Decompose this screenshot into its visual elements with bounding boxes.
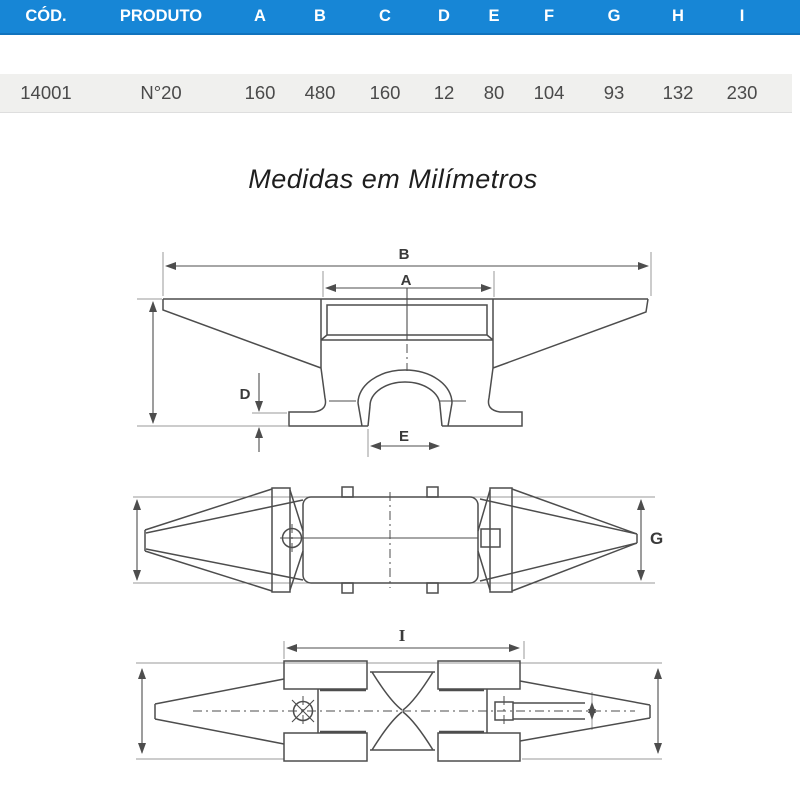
dim-label-b: B [398, 246, 410, 263]
bottom-view-drawing [136, 626, 662, 761]
dim-label-e: E [398, 428, 410, 445]
col-header-cod: CÓD. [25, 7, 67, 25]
side-view-drawing [137, 246, 651, 457]
value-d: 12 [433, 82, 455, 103]
value-g: 93 [603, 82, 625, 103]
col-header-c: C [379, 7, 391, 25]
col-header-a: A [254, 7, 266, 25]
units-subtitle: Medidas em Milímetros [248, 164, 538, 194]
dim-label-d: D [239, 386, 251, 403]
value-f: 104 [533, 82, 565, 103]
col-header-g: G [607, 7, 621, 25]
col-header-h: H [672, 7, 684, 25]
col-header-b: B [314, 7, 326, 25]
dim-label-i: I [398, 626, 406, 645]
col-header-e: E [488, 7, 500, 25]
value-a: 160 [244, 82, 276, 103]
value-c: 160 [369, 82, 401, 103]
col-header-i: I [739, 7, 745, 25]
spec-table [0, 0, 800, 113]
value-cod: 14001 [20, 82, 72, 103]
col-header-f: F [543, 7, 555, 25]
top-view-drawing [133, 487, 663, 593]
anvil-drawing-svg [0, 230, 800, 800]
value-h: 132 [662, 82, 694, 103]
value-e: 80 [483, 82, 505, 103]
value-produto: N°20 [140, 82, 182, 103]
spec-table-header-row [0, 0, 800, 35]
dim-label-g: G [650, 529, 664, 548]
dim-label-a: A [400, 272, 412, 289]
col-header-produto: PRODUTO [119, 7, 203, 25]
value-i: 230 [726, 82, 758, 103]
col-header-d: D [438, 7, 450, 25]
value-b: 480 [304, 82, 336, 103]
spec-table-data-row [0, 74, 792, 113]
technical-drawing [0, 230, 800, 800]
